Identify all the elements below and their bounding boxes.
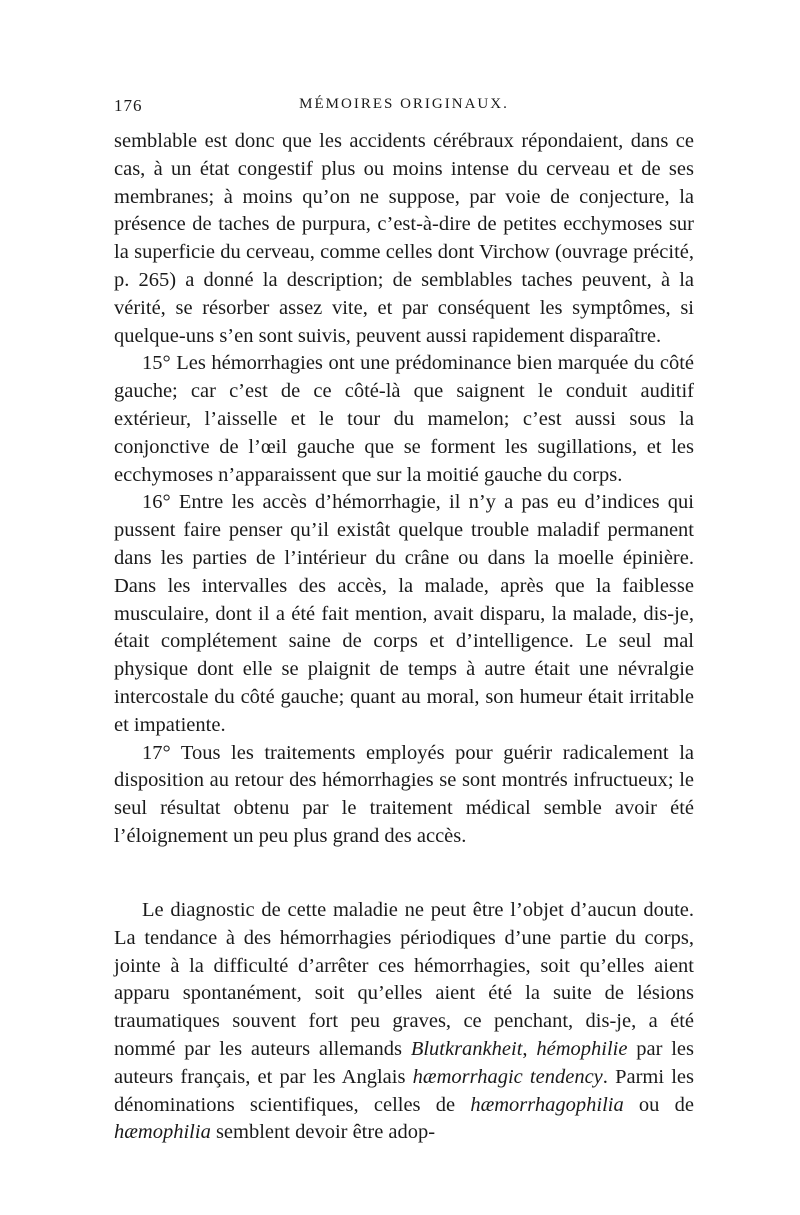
text-run: , [522, 1037, 537, 1060]
page-header [114, 96, 694, 120]
diagnosis-paragraph [114, 897, 694, 1147]
italic-term: hæmorrhagic tendency [412, 1065, 603, 1088]
body-text [114, 128, 694, 851]
diagnosis-section [114, 897, 694, 1147]
italic-term: Blutkrankheit [410, 1037, 523, 1060]
page-number: 176 [114, 96, 143, 115]
text-run: ou de [623, 1093, 694, 1116]
text-run: Le diagnostic de cette maladie ne peut être l’objet d’aucun doute. La tendance à des hémorrhagies périodiques d’une partie du corps, jointe à la difficulté d’arrêter ces hémorrhagies, soit qu’elles aient apparu spontanément, soit qu’elles aient été la suite de lésions traumatiques souvent fort peu graves, ce penchant, dis-je, a été nommé par les auteurs allemands [114, 899, 694, 1060]
italic-term: hémophilie [536, 1037, 628, 1060]
paragraph: 15° Les hémorrhagies ont une prédominance bien marquée du côté gauche; car c’est de ce côté-là que saignent le conduit auditif extérieur, l’aisselle et le tour du mamelon; c’est aussi sous la conjonctive de l’œil gauche que se forment les sugillations, et les ecchymoses n’apparaissent que sur la moitié gauche du corps. [114, 352, 694, 486]
paragraph: semblable est donc que les accidents cérébraux répondaient, dans ce cas, à un état congestif plus ou moins intense du cerveau et de ses membranes; à moins qu’on ne suppose, par voie de conjecture, la présence de taches de purpura, c’est-à-dire de petites ecchymoses sur la superficie du cerveau, comme celles dont Virchow (ouvrage précité, p. 265) a donné la description; de semblables taches peuvent, à la vérité, se résorber assez vite, et par conséquent les symptômes, si quelque-uns s’en sont suivis, peuvent aussi rapidement disparaître. [114, 130, 694, 347]
text-run: par les auteurs français, et par les Anglais [114, 1037, 695, 1088]
running-title: MÉMOIRES ORIGINAUX. [299, 96, 509, 112]
text-run: . Parmi les dénominations scientifiques, celles de [114, 1065, 694, 1116]
italic-term: hæmorrhagophilia [470, 1093, 624, 1116]
paragraph: 17° Tous les traitements employés pour guérir radicalement la disposition au retour des hémorrhagies se sont montrés infructueux; le seul résultat obtenu par le traitement médical semble avoir été l’éloignement un peu plus grand des accès. [114, 741, 694, 847]
text-run: semblent devoir être adop- [210, 1121, 436, 1144]
paragraph: 16° Entre les accès d’hémorrhagie, il n’y a pas eu d’indices qui pussent faire penser qu’il existât quelque trouble maladif permanent dans les parties de l’intérieur du crâne ou dans la moelle épinière. Dans les intervalles des accès, la malade, après que la faiblesse musculaire, dont il a été fait mention, avait disparu, la malade, dis-je, était complétement saine de corps et d’intelligence. Le seul mal physique dont elle se plaignit de temps à autre était une névralgie intercostale du côté gauche; quant au moral, son humeur était irritable et impatiente. [114, 491, 694, 736]
italic-term: hæmophilia [114, 1121, 211, 1144]
